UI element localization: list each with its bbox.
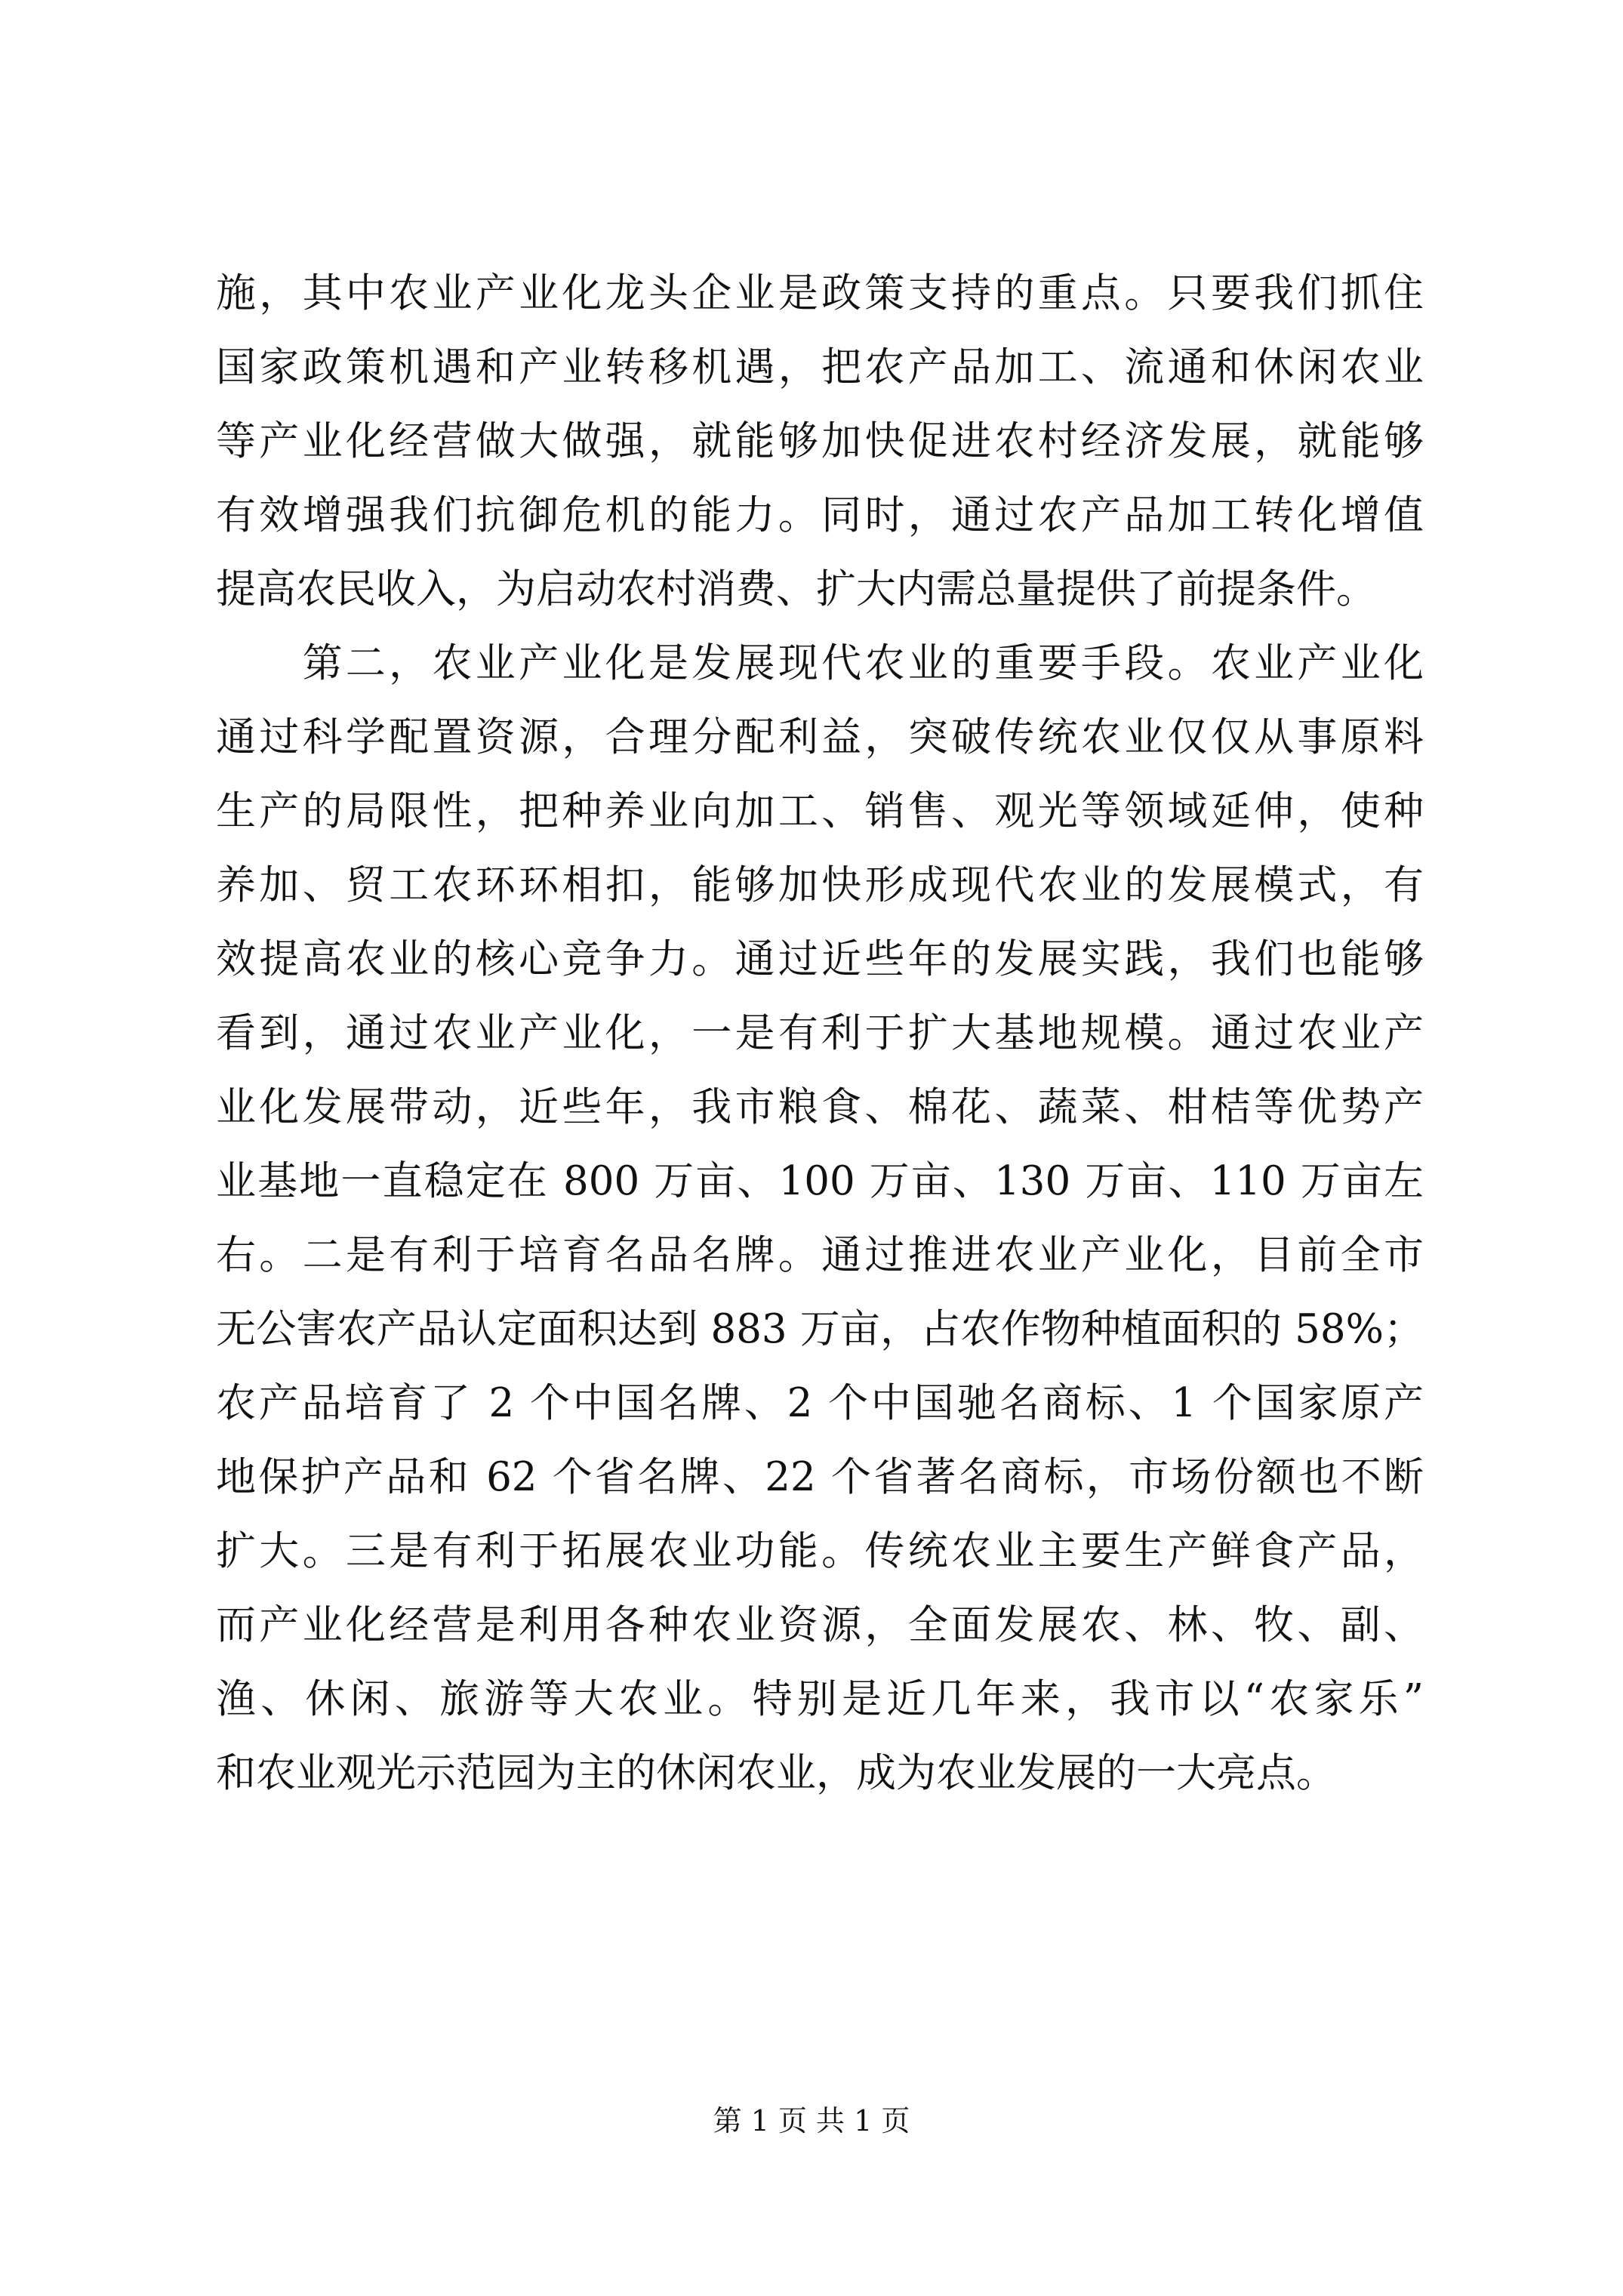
text-line: 扩大。三是有利于拓展农业功能。传统农业主要生产鲜食产品， [216, 1528, 1424, 1574]
text-line: 第二，农业产业化是发展现代农业的重要手段。农业产业化 [216, 640, 1424, 686]
text-line: 国家政策机遇和产业转移机遇，把农产品加工、流通和休闲农业 [216, 344, 1424, 390]
body-text [216, 257, 1424, 1811]
text-line: 提高农民收入，为启动农村消费、扩大内需总量提供了前提条件。 [216, 566, 1376, 612]
text-line: 通过科学配置资源，合理分配利益，突破传统农业仅仅从事原料 [216, 714, 1424, 760]
text-line: 业化发展带动，近些年，我市粮食、棉花、蔬菜、柑桔等优势产 [216, 1084, 1424, 1130]
text-line: 效提高农业的核心竞争力。通过近些年的发展实践，我们也能够 [216, 936, 1424, 982]
text-line: 等产业化经营做大做强，就能够加快促进农村经济发展，就能够 [216, 418, 1424, 464]
text-line: 右。二是有利于培育名品名牌。通过推进农业产业化，目前全市 [216, 1232, 1424, 1278]
text-line: 业基地一直稳定在 800 万亩、100 万亩、130 万亩、110 万亩左 [216, 1158, 1424, 1204]
text-line: 农产品培育了 2 个中国名牌、2 个中国驰名商标、1 个国家原产 [216, 1380, 1424, 1426]
text-line: 和农业观光示范园为主的休闲农业，成为农业发展的一大亮点。 [216, 1750, 1336, 1796]
text-line: 无公害农产品认定面积达到 883 万亩，占农作物种植面积的 58%； [216, 1306, 1424, 1352]
text-line: 有效增强我们抗御危机的能力。同时，通过农产品加工转化增值 [216, 492, 1424, 538]
text-line: 看到，通过农业产业化，一是有利于扩大基地规模。通过农业产 [216, 1010, 1424, 1056]
text-line: 地保护产品和 62 个省名牌、22 个省著名商标，市场份额也不断 [216, 1454, 1424, 1500]
text-line: 渔、休闲、旅游等大农业。特别是近几年来，我市以“农家乐” [216, 1676, 1424, 1722]
text-line: 而产业化经营是利用各种农业资源，全面发展农、林、牧、副、 [216, 1602, 1424, 1648]
text-line: 养加、贸工农环环相扣，能够加快形成现代农业的发展模式，有 [216, 862, 1424, 908]
page-footer: 第 1 页 共 1 页 [713, 2104, 910, 2137]
text-line: 施，其中农业产业化龙头企业是政策支持的重点。只要我们抓住 [216, 270, 1424, 316]
text-line: 生产的局限性，把种养业向加工、销售、观光等领域延伸，使种 [216, 788, 1424, 834]
